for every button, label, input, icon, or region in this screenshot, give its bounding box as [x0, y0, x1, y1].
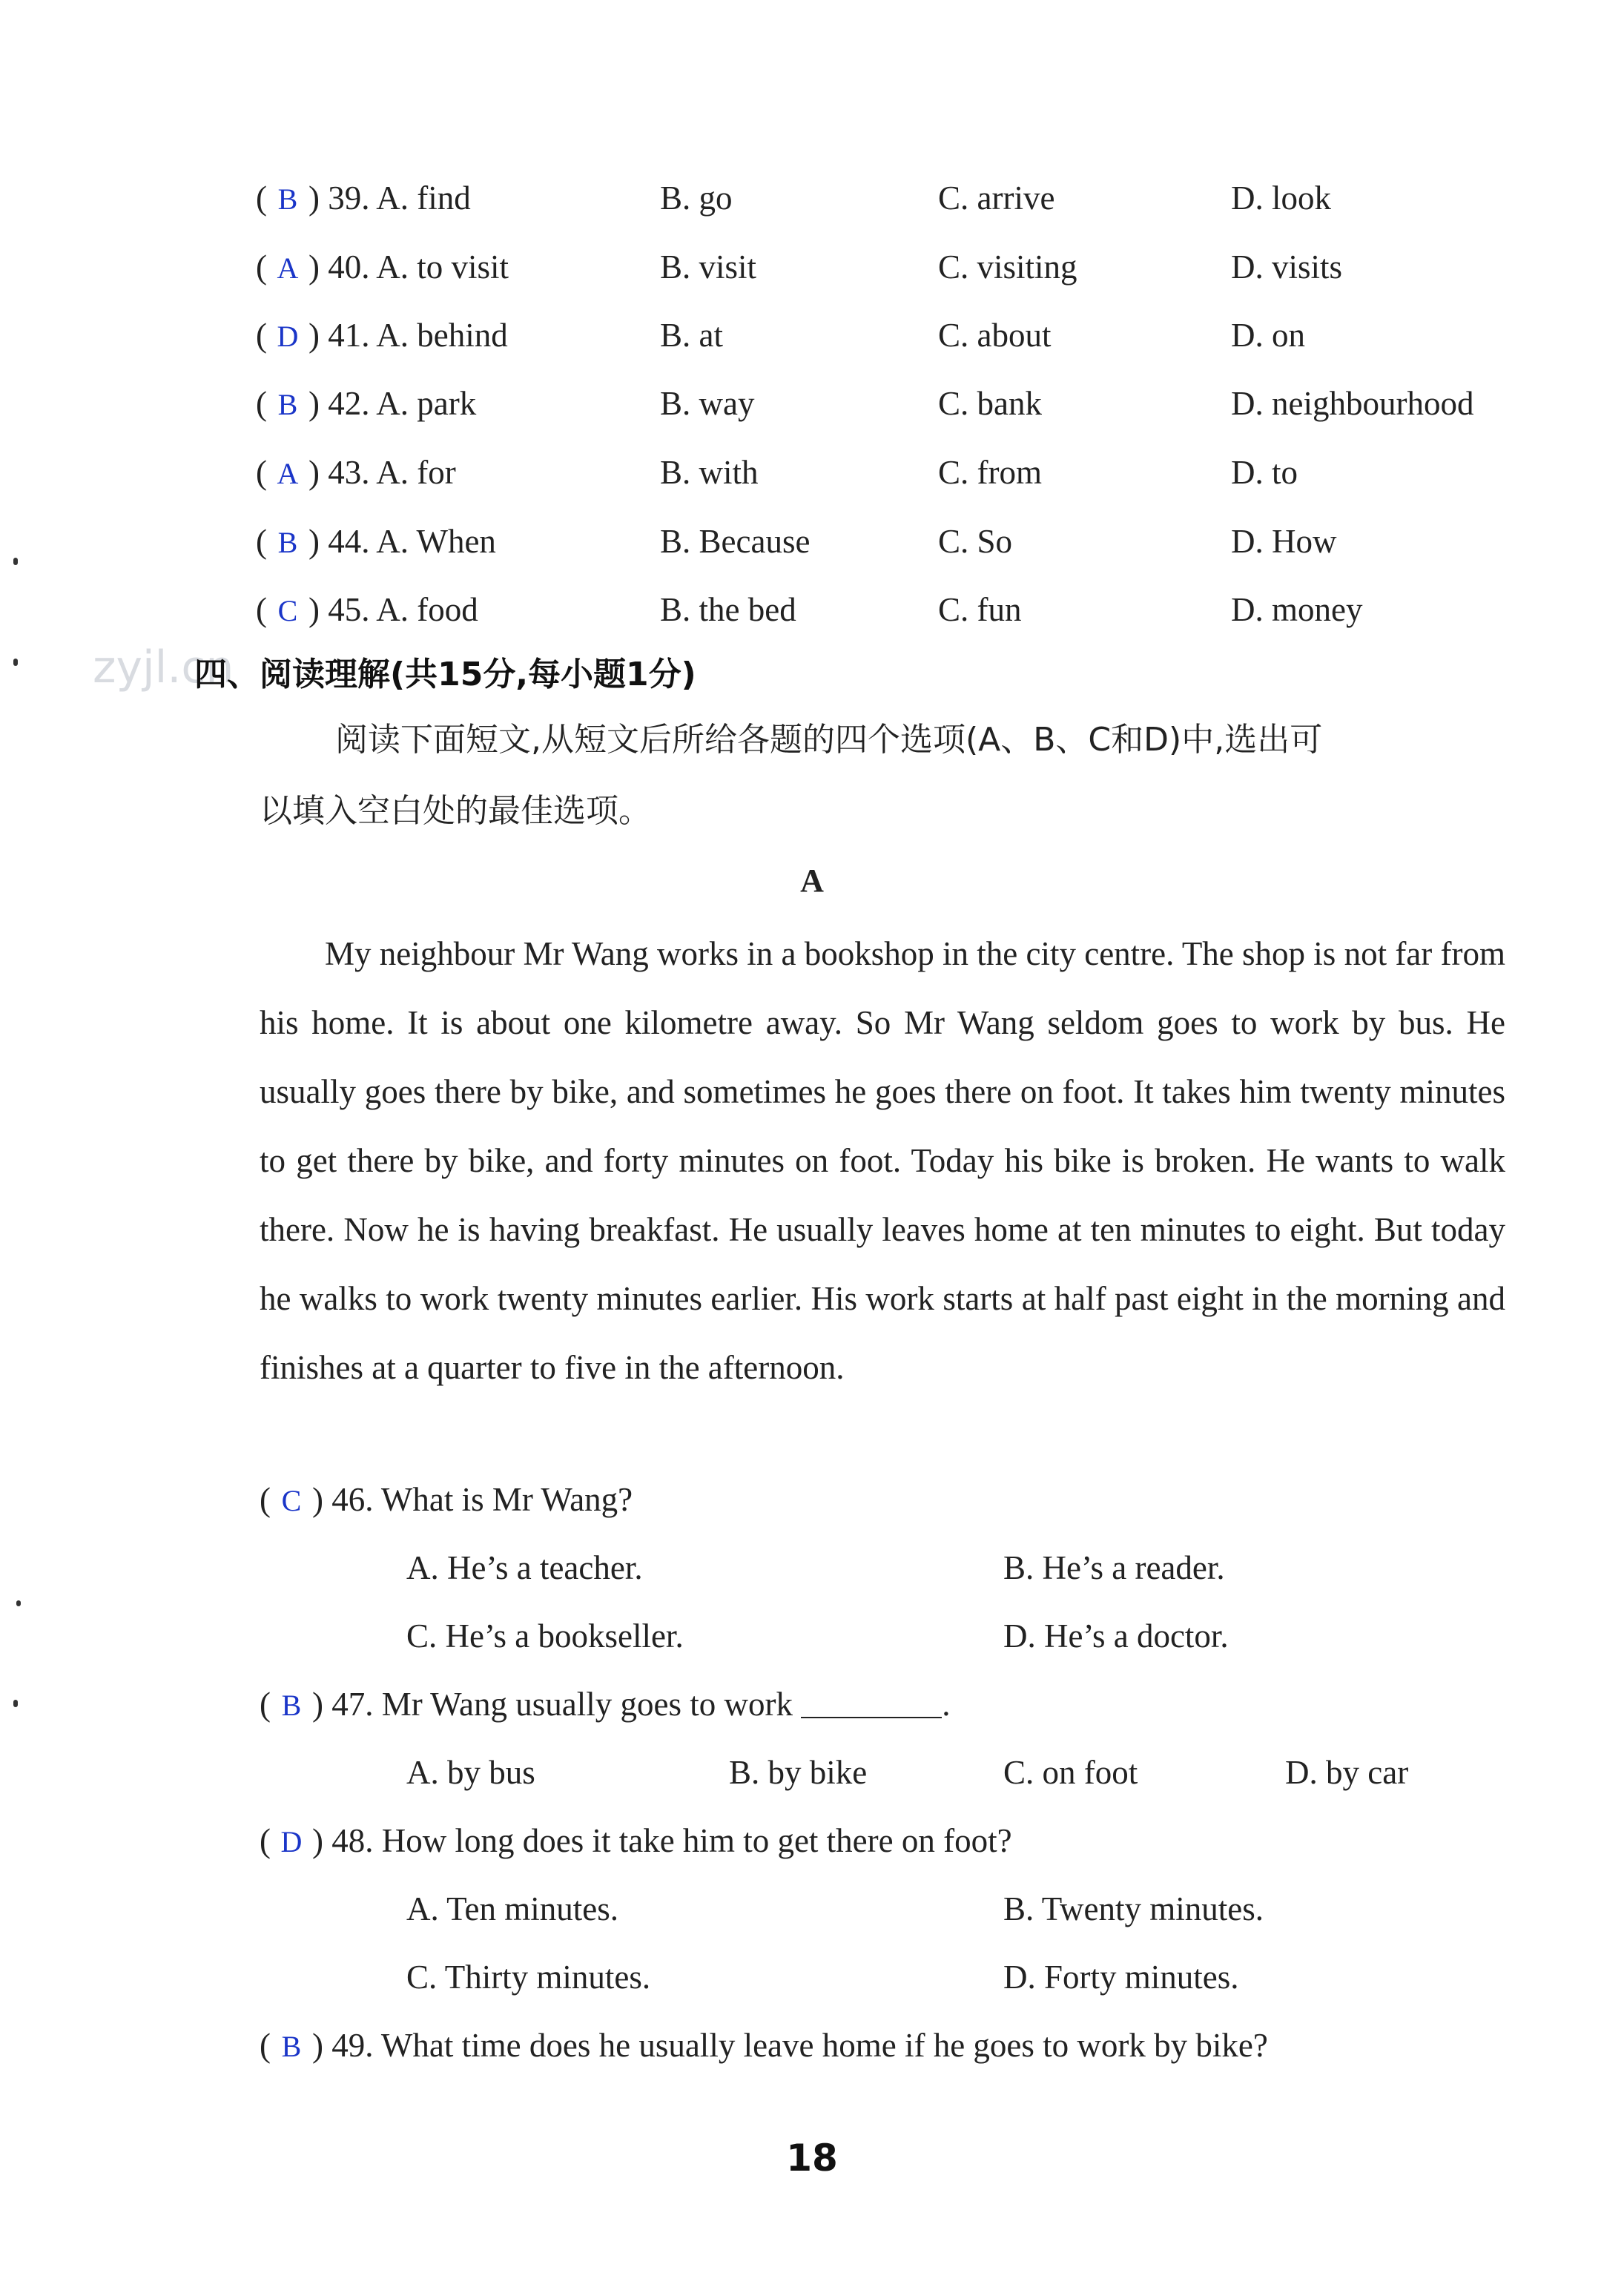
margin-speck: [13, 659, 18, 666]
answer-paren: ( A ): [256, 443, 320, 504]
answer-mark: B: [277, 388, 298, 421]
option-b: B. by bike: [729, 1754, 868, 1791]
answer-mark: A: [277, 251, 299, 285]
answer-mark: B: [277, 526, 298, 559]
cloze-row: [256, 512, 1516, 571]
question-number: 43.: [328, 454, 370, 491]
option-b: B. Twenty minutes.: [1003, 1890, 1264, 1927]
option-b: B. at: [660, 317, 723, 354]
answer-paren: ( B ): [256, 512, 320, 573]
option-c: C. So: [938, 523, 1013, 560]
instruction-line-1: 阅读下面短文,从短文后所给各题的四个选项(A、B、C和D)中,选出可: [335, 721, 1323, 759]
option-b: B. with: [660, 454, 759, 491]
option-a: A. He’s a teacher.: [406, 1549, 643, 1586]
cloze-row: [256, 580, 1516, 639]
option-row: [406, 1879, 1519, 1939]
question-number: 39.: [328, 179, 370, 217]
answer-mark: B: [281, 2030, 302, 2063]
option-b: B. go: [660, 179, 733, 217]
answer-mark: B: [277, 182, 298, 216]
option-d: D. He’s a doctor.: [1003, 1617, 1229, 1655]
question-row: [260, 2016, 1520, 2075]
page-number: 18: [786, 2137, 838, 2180]
answer-mark: D: [280, 1825, 303, 1858]
option-d: D. by car: [1285, 1754, 1409, 1791]
option-d: D. to: [1231, 454, 1298, 491]
margin-speck: [13, 1700, 18, 1707]
cloze-row: [256, 443, 1516, 502]
option-d: D. visits: [1231, 248, 1343, 286]
option-c: C. bank: [938, 385, 1042, 422]
question-text: 46. What is Mr Wang?: [331, 1481, 633, 1518]
option-a: A. When: [376, 523, 496, 560]
question-row: [260, 1811, 1520, 1870]
option-d: D. look: [1231, 179, 1331, 217]
option-c: C. Thirty minutes.: [406, 1959, 651, 1996]
option-c: C. on foot: [1003, 1754, 1138, 1791]
option-a: A. food: [376, 591, 478, 628]
option-c: C. visiting: [938, 248, 1077, 286]
question-text: 47. Mr Wang usually goes to work: [331, 1686, 793, 1723]
answer-mark: C: [277, 594, 298, 627]
option-b: B. the bed: [660, 591, 796, 628]
question-number: 42.: [328, 385, 370, 422]
option-c: C. fun: [938, 591, 1022, 628]
option-a: A. for: [376, 454, 456, 491]
answer-mark: A: [277, 457, 299, 490]
option-a: A. to visit: [376, 248, 509, 286]
answer-mark: D: [277, 320, 299, 353]
option-c: C. arrive: [938, 179, 1055, 217]
answer-paren: ( C ): [260, 1470, 323, 1531]
question-text: 48. How long does it take him to get there on foot?: [331, 1822, 1012, 1859]
option-c: C. He’s a bookseller.: [406, 1617, 684, 1655]
option-a: A. park: [376, 385, 477, 422]
question-row: [260, 1470, 1520, 1529]
cloze-row: [256, 237, 1516, 297]
option-d: D. money: [1231, 591, 1363, 628]
answer-mark: B: [281, 1689, 302, 1722]
cloze-row: [256, 168, 1516, 228]
option-a: A. by bus: [406, 1754, 535, 1791]
margin-speck: [16, 1600, 21, 1606]
cloze-row: [256, 306, 1516, 365]
option-c: C. from: [938, 454, 1042, 491]
option-d: D. How: [1231, 523, 1337, 560]
option-a: A. behind: [376, 317, 508, 354]
answer-paren: ( B ): [256, 168, 320, 229]
option-b: B. He’s a reader.: [1003, 1549, 1225, 1586]
passage-text: My neighbour Mr Wang works in a bookshop in the city centre. The shop is not far from his home. It is about one kilometre away. So Mr Wang seldom goes to work by bus. He usually goes there by bike, and sometimes he goes there on foot. It takes him twenty minutes to get there by bike, and forty minutes on foot. Today his bike is broken. He wants to walk there. Now he is having breakfast. He usually leaves home at ten minutes to eight. But today he walks to work twenty minutes earlier. His work starts at half past eight in the morning and finishes at a quarter to five in the afternoon.: [260, 935, 1505, 1386]
option-b: B. Because: [660, 523, 811, 560]
answer-blank: [801, 1687, 942, 1718]
question-text: 49. What time does he usually leave home if he goes to work by bike?: [331, 2027, 1268, 2064]
margin-speck: [13, 558, 18, 565]
cloze-row: [256, 374, 1516, 433]
section-title: 四、阅读理解(共15分,每小题1分): [194, 656, 696, 693]
option-row: [406, 1743, 1519, 1802]
option-b: B. visit: [660, 248, 757, 286]
question-number: 41.: [328, 317, 370, 354]
option-b: B. way: [660, 385, 755, 422]
passage-label: A: [800, 862, 824, 899]
answer-paren: ( B ): [260, 1675, 323, 1735]
option-a: A. find: [376, 179, 471, 217]
option-a: A. Ten minutes.: [406, 1890, 618, 1927]
answer-paren: ( B ): [256, 374, 320, 435]
answer-paren: ( D ): [260, 1811, 323, 1872]
watermark: zyjl.cn: [93, 641, 234, 693]
option-row: [406, 1606, 1519, 1666]
question-number: 44.: [328, 523, 370, 560]
answer-paren: ( B ): [260, 2016, 323, 2076]
option-c: C. about: [938, 317, 1052, 354]
answer-paren: ( A ): [256, 237, 320, 298]
option-row: [406, 1538, 1519, 1597]
option-d: D. Forty minutes.: [1003, 1959, 1239, 1996]
option-d: D. neighbourhood: [1231, 385, 1474, 422]
question-number: 40.: [328, 248, 370, 286]
answer-paren: ( D ): [256, 306, 320, 366]
answer-paren: ( C ): [256, 580, 320, 641]
answer-mark: C: [281, 1484, 302, 1517]
question-row: ( B ) 47. Mr Wang usually goes to work .: [260, 1675, 1520, 1734]
instruction-line-2: 以填入空白处的最佳选项。: [260, 792, 651, 830]
option-d: D. on: [1231, 317, 1305, 354]
option-row: [406, 1947, 1519, 2007]
question-number: 45.: [328, 591, 370, 628]
